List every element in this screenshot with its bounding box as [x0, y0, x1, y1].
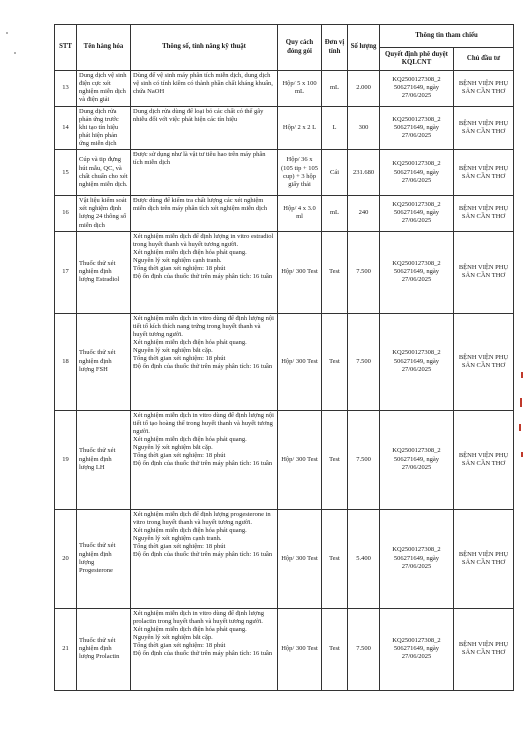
- row-quantity: 7.500: [348, 410, 380, 509]
- row-decision: KQ2500127308_2 506271649, ngày 27/06/2025: [380, 196, 454, 232]
- row-investor: BỆNH VIỆN PHỤ SẢN CẦN THƠ: [454, 106, 514, 150]
- row-specs: Dung dịch rửa dùng để loại bỏ các chất có thể gây nhiễu đối với việc phát hiện các tín hiệu: [131, 106, 278, 150]
- row-specs: Được dùng để kiểm tra chất lượng các xét nghiệm miễn dịch trên máy phân tích xét nghiệm miễn dịch: [131, 196, 278, 232]
- equipment-table: [54, 24, 514, 691]
- row-specs: Xét nghiệm miễn dịch in vitro dùng để định lượng prolactin trong huyết thanh và huyết tương người. Xét nghiệm miễn dịch điện hóa phát quang. Nguyên lý xét nghiệm bắt cặp. Tổng thời gian xét nghiệm: 18 phút Độ ổn định của thuốc thử trên máy phân tích: 16 tuần: [131, 608, 278, 690]
- row-unit: Test: [322, 313, 348, 410]
- row-unit: mL: [322, 196, 348, 232]
- row-item-name: Dung dịch rửa phản ứng trước khi tạo tín hiệu phát hiện phản ứng miễn dịch: [77, 106, 131, 150]
- row-item-name: Vật liệu kiểm soát xét nghiệm định lượng 24 thông số miễn dịch: [77, 196, 131, 232]
- row-investor: BỆNH VIỆN PHỤ SẢN CẦN THƠ: [454, 608, 514, 690]
- row-specs: Xét nghiệm miễn dịch để định lượng in vitro estradiol trong huyết thanh và huyết tương người. Xét nghiệm miễn dịch điện hóa phát quang. Nguyên lý xét nghiệm cạnh tranh. Tổng thời gian xét nghiệm: 18 phút Độ ổn định của thuốc thử trên máy phân tích: 16 tuần: [131, 231, 278, 313]
- table-row: [55, 608, 514, 690]
- row-unit: mL: [322, 71, 348, 107]
- row-item-name: Thuốc thử xét nghiệm định lượng LH: [77, 410, 131, 509]
- header-approval-decision: Quyết định phê duyệt KQLCNT: [380, 48, 454, 71]
- header-investor: Chủ đầu tư: [454, 48, 514, 71]
- row-investor: BỆNH VIỆN PHỤ SẢN CẦN THƠ: [454, 71, 514, 107]
- header-packaging: Quy cách đóng gói: [278, 25, 322, 71]
- row-specs: Được sử dụng như là vật tư tiêu hao trên máy phân tích miễn dịch: [131, 150, 278, 196]
- header-unit: Đơn vị tính: [322, 25, 348, 71]
- row-specs: Xét nghiệm miễn dịch in vitro dùng để định lượng nội tiết tố kích thích nang trứng trong huyết thanh và huyết tương người. Xét nghiệm miễn dịch điện hóa phát quang. Nguyên lý xét nghiệm bắt cặp. Tổng thời gian xét nghiệm: 18 phút Độ ổn định của thuốc thử trên máy phân tích: 16 tuần: [131, 313, 278, 410]
- row-packaging: Hộp/ 300 Test: [278, 231, 322, 313]
- row-stt: 13: [55, 71, 77, 107]
- header-specs: Thông số, tính năng kỹ thuật: [131, 25, 278, 71]
- row-decision: KQ2500127308_2 506271649, ngày 27/06/2025: [380, 71, 454, 107]
- header-reference: Thông tin tham chiếu: [380, 25, 514, 48]
- row-investor: BỆNH VIỆN PHỤ SẢN CẦN THƠ: [454, 196, 514, 232]
- row-packaging: Hộp/ 300 Test: [278, 313, 322, 410]
- table-row: [55, 106, 514, 150]
- row-stt: 18: [55, 313, 77, 410]
- row-unit: Test: [322, 231, 348, 313]
- row-item-name: Thuốc thử xét nghiệm định lượng Estradiol: [77, 231, 131, 313]
- row-stt: 15: [55, 150, 77, 196]
- header-quantity: Số lượng: [348, 25, 380, 71]
- row-stt: 19: [55, 410, 77, 509]
- table-row: [55, 313, 514, 410]
- row-packaging: Hộp/ 300 Test: [278, 509, 322, 608]
- row-decision: KQ2500127308_2 506271649, ngày 27/06/2025: [380, 509, 454, 608]
- row-specs: Xét nghiệm miễn dịch in vitro dùng để định lượng nội tiết tố tạo hoàng thể trong huyết thanh và huyết tương người. Xét nghiệm miễn dịch điện hóa phát quang. Nguyên lý xét nghiệm bắt cặp. Tổng thời gian xét nghiệm: 18 phút Độ ổn định của thuốc thử trên máy phân tích: 16 tuần: [131, 410, 278, 509]
- table-row: [55, 196, 514, 232]
- row-unit: L: [322, 106, 348, 150]
- row-investor: BỆNH VIỆN PHỤ SẢN CẦN THƠ: [454, 150, 514, 196]
- pen-mark: [521, 452, 523, 457]
- header-item-name: Tên hàng hóa: [77, 25, 131, 71]
- header-stt: STT: [55, 25, 77, 71]
- pen-mark: [521, 372, 523, 378]
- row-packaging: Hộp/ 300 Test: [278, 410, 322, 509]
- table-row: [55, 231, 514, 313]
- row-decision: KQ2500127308_2 506271649, ngày 27/06/2025: [380, 231, 454, 313]
- row-unit: Test: [322, 410, 348, 509]
- row-item-name: Thuốc thử xét nghiệm định lượng Progesterone: [77, 509, 131, 608]
- row-item-name: Thuốc thử xét nghiệm định lượng Prolactin: [77, 608, 131, 690]
- row-investor: BỆNH VIỆN PHỤ SẢN CẦN THƠ: [454, 509, 514, 608]
- row-quantity: 231.680: [348, 150, 380, 196]
- row-unit: Cái: [322, 150, 348, 196]
- row-quantity: 7.500: [348, 313, 380, 410]
- row-investor: BỆNH VIỆN PHỤ SẢN CẦN THƠ: [454, 231, 514, 313]
- row-packaging: Hộp/ 4 x 3.0 ml: [278, 196, 322, 232]
- scan-speck: [14, 52, 16, 54]
- row-stt: 21: [55, 608, 77, 690]
- row-decision: KQ2500127308_2 506271649, ngày 27/06/2025: [380, 106, 454, 150]
- table-row: [55, 410, 514, 509]
- table-row: [55, 509, 514, 608]
- row-quantity: 7.500: [348, 231, 380, 313]
- row-decision: KQ2500127308_2 506271649, ngày 27/06/2025: [380, 150, 454, 196]
- row-investor: BỆNH VIỆN PHỤ SẢN CẦN THƠ: [454, 313, 514, 410]
- row-packaging: Hộp/ 300 Test: [278, 608, 322, 690]
- row-item-name: Thuốc thử xét nghiệm định lượng FSH: [77, 313, 131, 410]
- row-packaging: Hộp/ 36 x (105 tip + 105 cup) + 3 hộp giấy thải: [278, 150, 322, 196]
- table-row: [55, 150, 514, 196]
- row-specs: Xét nghiệm miễn dịch để định lượng progesterone in vitro trong huyết thanh và huyết tương người. Xét nghiệm miễn dịch điện hóa phát quang. Nguyên lý xét nghiệm cạnh tranh. Tổng thời gian xét nghiệm: 18 phút Độ ổn định của thuốc thử trên máy phân tích: 16 tuần: [131, 509, 278, 608]
- row-specs: Dùng để vệ sinh máy phân tích miễn dịch, dung dịch vệ sinh có tính kiềm có thành phần chất kháng khuẩn, chứa NaOH: [131, 71, 278, 107]
- row-decision: KQ2500127308_2 506271649, ngày 27/06/2025: [380, 313, 454, 410]
- row-quantity: 7.500: [348, 608, 380, 690]
- row-unit: Test: [322, 509, 348, 608]
- row-investor: BỆNH VIỆN PHỤ SẢN CẦN THƠ: [454, 410, 514, 509]
- row-quantity: 5.400: [348, 509, 380, 608]
- row-decision: KQ2500127308_2 506271649, ngày 27/06/2025: [380, 608, 454, 690]
- pen-mark: [519, 424, 521, 431]
- row-unit: Test: [322, 608, 348, 690]
- row-quantity: 300: [348, 106, 380, 150]
- row-item-name: Cúp và tip đựng hút mẫu, QC, và chất chuẩn cho xét nghiệm miễn dịch.: [77, 150, 131, 196]
- row-stt: 16: [55, 196, 77, 232]
- scan-speck: [6, 32, 8, 34]
- table-row: [55, 71, 514, 107]
- row-quantity: 240: [348, 196, 380, 232]
- pen-mark: [520, 398, 522, 407]
- row-stt: 14: [55, 106, 77, 150]
- row-decision: KQ2500127308_2 506271649, ngày 27/06/2025: [380, 410, 454, 509]
- row-quantity: 2.000: [348, 71, 380, 107]
- row-stt: 20: [55, 509, 77, 608]
- row-item-name: Dung dịch vệ sinh điện cực xét nghiệm miễn dịch và điện giải: [77, 71, 131, 107]
- row-packaging: Hộp/ 2 x 2 L: [278, 106, 322, 150]
- row-stt: 17: [55, 231, 77, 313]
- row-packaging: Hộp/ 5 x 100 mL: [278, 71, 322, 107]
